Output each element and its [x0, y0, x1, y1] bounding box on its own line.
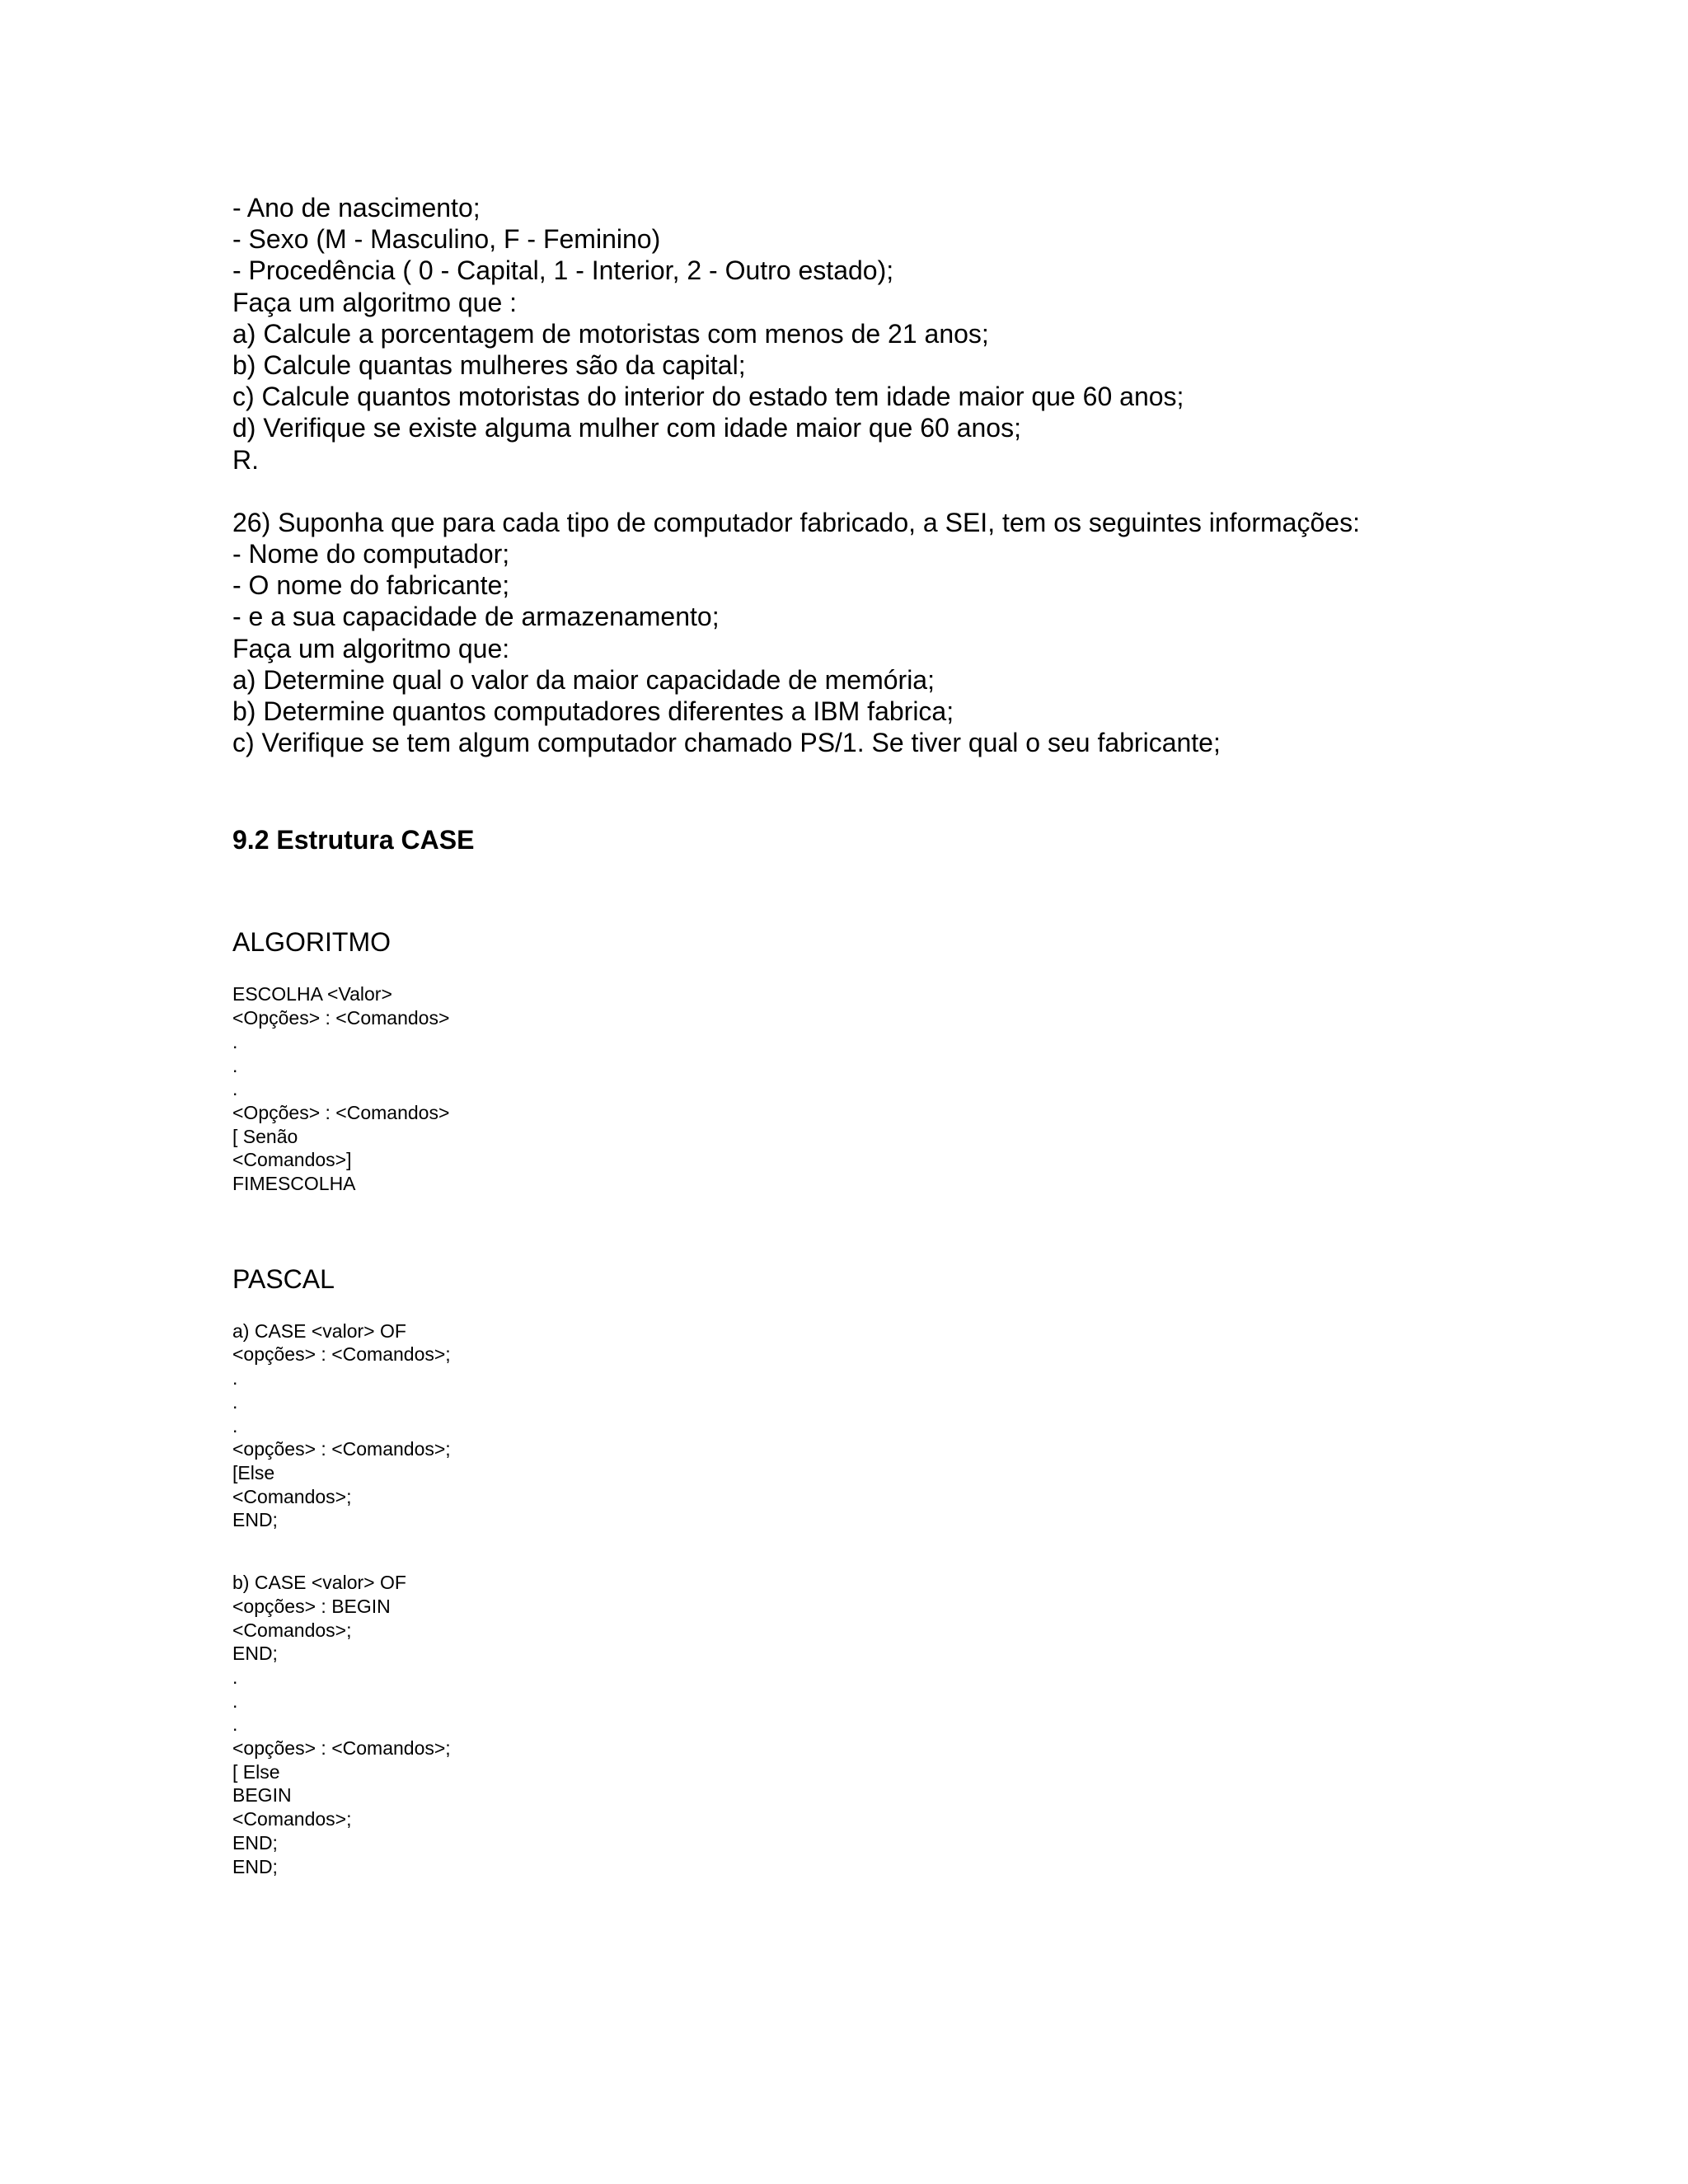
text-line: 26) Suponha que para cada tipo de computador fabricado, a SEI, tem os seguintes informações: [232, 507, 1360, 537]
code-line: . [232, 1713, 238, 1736]
code-line: <Opções> : <Comandos> [232, 1101, 450, 1123]
code-line: . [232, 1390, 238, 1413]
code-line: [ Senão [232, 1125, 298, 1147]
code-line: END; [232, 1643, 278, 1665]
code-line: a) CASE <valor> OF [232, 1319, 406, 1342]
code-line: <Comandos>; [232, 1619, 352, 1641]
code-line: END; [232, 1855, 278, 1877]
text-line: - Nome do computador; [232, 539, 510, 569]
text-line: - O nome do fabricante; [232, 570, 510, 601]
exercise-25-tail [232, 192, 1634, 476]
section-title: 9.2 Estrutura CASE [232, 825, 475, 855]
exercise-26 [232, 507, 1634, 759]
code-line: . [232, 1367, 238, 1390]
code-line: ESCOLHA <Valor> [232, 983, 392, 1005]
code-line: [ Else [232, 1760, 280, 1783]
code-line: . [232, 1690, 238, 1712]
text-line: c) Calcule quantos motoristas do interior do estado tem idade maior que 60 anos; [232, 382, 1184, 412]
text-line: c) Verifique se tem algum computador chamado PS/1. Se tiver qual o seu fabricante; [232, 728, 1221, 758]
text-line: a) Determine qual o valor da maior capacidade de memória; [232, 664, 935, 695]
code-line: BEGIN [232, 1784, 292, 1807]
code-line: <opções> : <Comandos>; [232, 1438, 451, 1460]
text-line: b) Determine quantos computadores diferentes a IBM fabrica; [232, 696, 954, 727]
code-line: <opções> : <Comandos>; [232, 1737, 451, 1760]
code-line: . [232, 1078, 238, 1100]
code-line: b) CASE <valor> OF [232, 1572, 406, 1594]
code-line: <Opções> : <Comandos> [232, 1007, 450, 1029]
text-line: - Sexo (M - Masculino, F - Feminino) [232, 224, 661, 255]
text-line: Faça um algoritmo que : [232, 287, 518, 317]
code-line: . [232, 1030, 238, 1052]
text-line: - Procedência ( 0 - Capital, 1 - Interior, 2 - Outro estado); [232, 255, 894, 286]
text-line: d) Verifique se existe alguma mulher com idade maior que 60 anos; [232, 413, 1021, 443]
text-line: Faça um algoritmo que: [232, 633, 510, 663]
text-line: b) Calcule quantas mulheres são da capital; [232, 350, 746, 381]
algoritmo-syntax [232, 982, 1634, 1195]
code-line: [Else [232, 1462, 275, 1483]
text-line: R. [232, 444, 259, 475]
code-line: FIMESCOLHA [232, 1173, 356, 1195]
code-line: END; [232, 1831, 278, 1854]
code-line: <opções> : BEGIN [232, 1595, 391, 1617]
pascal-variant-b [232, 1571, 1634, 1878]
pascal-variant-a [232, 1319, 1634, 1532]
code-line: <Comandos>] [232, 1149, 352, 1171]
code-line: . [232, 1666, 238, 1688]
pascal-heading: PASCAL [232, 1263, 335, 1294]
code-line: . [232, 1414, 238, 1436]
code-line: <opções> : <Comandos>; [232, 1343, 451, 1366]
code-line: <Comandos>; [232, 1808, 352, 1830]
text-line: - Ano de nascimento; [232, 193, 481, 223]
text-line: a) Calcule a porcentagem de motoristas com menos de 21 anos; [232, 318, 989, 349]
document-page [232, 192, 1634, 1878]
code-line: END; [232, 1509, 278, 1531]
code-line: . [232, 1054, 238, 1076]
text-line: - e a sua capacidade de armazenamento; [232, 602, 720, 632]
algoritmo-heading: ALGORITMO [232, 927, 392, 958]
code-line: <Comandos>; [232, 1485, 352, 1507]
